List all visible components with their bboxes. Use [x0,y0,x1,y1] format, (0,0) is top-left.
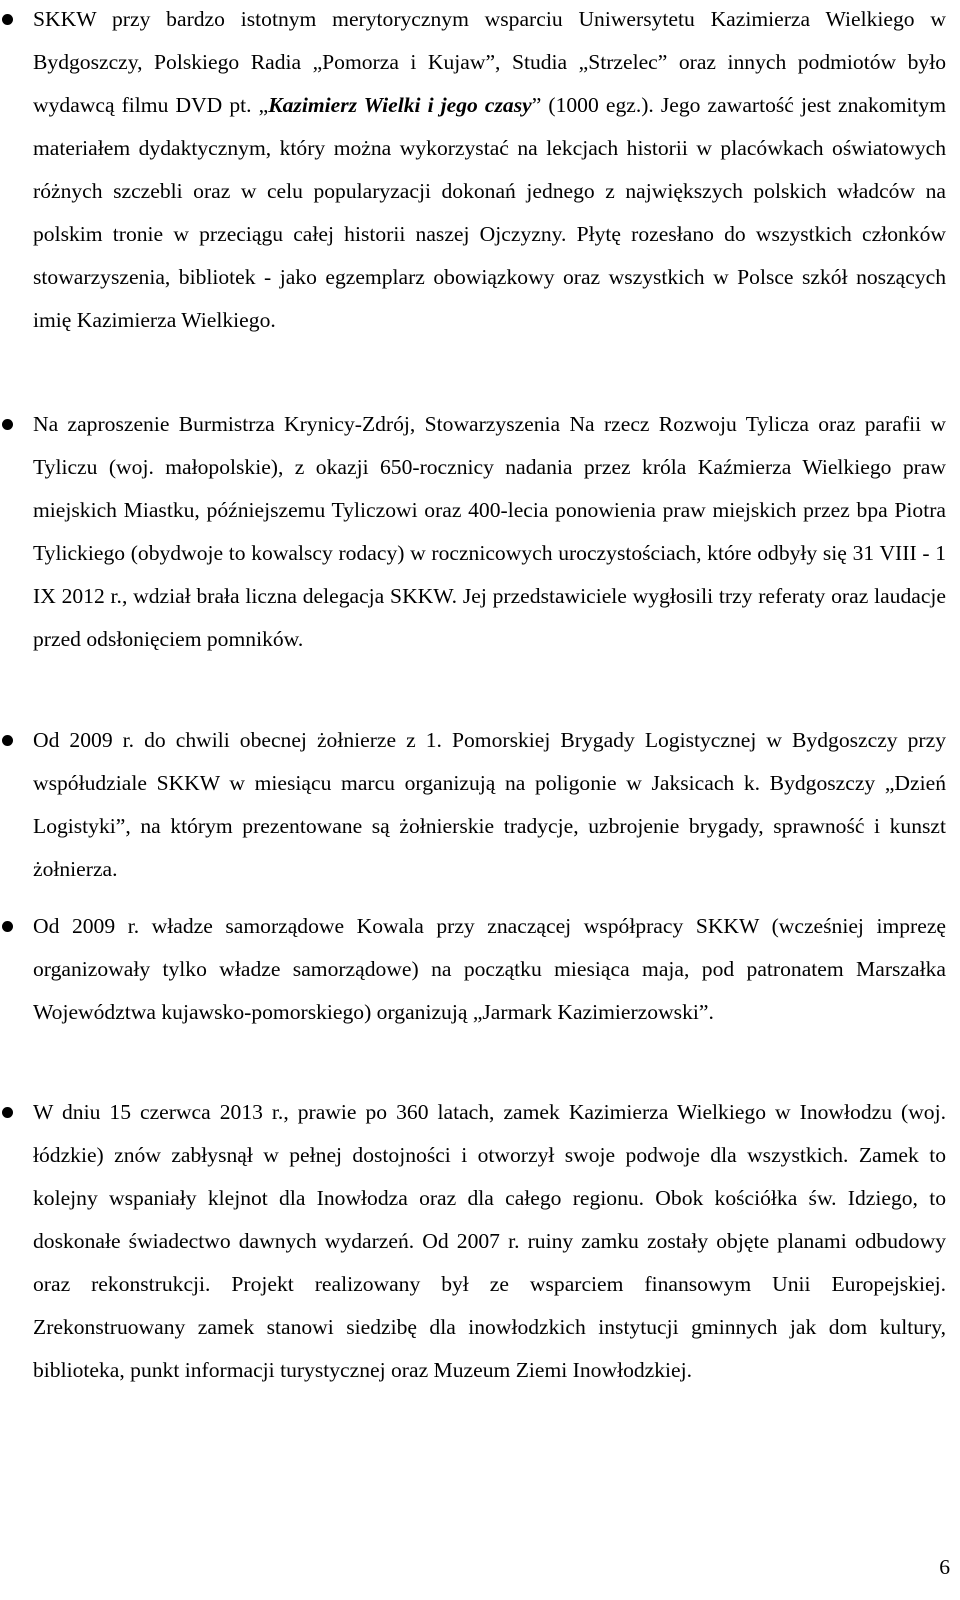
list-item [0,1091,960,1392]
film-title: Kazimierz Wielki i jego czasy [268,93,532,117]
list-item-text: Od 2009 r. do chwili obecnej żołnierze z 1. Pomorskiej Brygady Logistycznej w Bydgoszczy przy współudziale SKKW w miesiącu marcu organizują na poligonie w Jaksicach k. Bydgoszczy „Dzień Logistyki”, na którym prezentowane są żołnierskie tradycje, uzbrojenie brygady, sprawność i kunszt żołnierza. [33,728,946,881]
bullet-icon [2,735,13,746]
list-item-text: Na zaproszenie Burmistrza Krynicy-Zdrój, Stowarzyszenia Na rzecz Rozwoju Tylicza oraz parafii w Tyliczu (woj. małopolskie), z okazji 650-rocznicy nadania przez króla Kaźmierza Wielkiego praw miejskich Miastku, późniejszemu Tyliczowi oraz 400-lecia ponowienia praw miejskich przez bpa Piotra Tylickiego (obydwoje to kowalscy rodacy) w rocznicowych uroczystościach, które odbyły się 31 VIII - 1 IX 2012 r., wdział brała liczna delegacja SKKW. Jej przedstawiciele wygłosili trzy referaty oraz laudacje przed odsłonięciem pomników. [33,412,946,651]
list-item [0,403,960,661]
bullet-icon [2,419,13,430]
bullet-icon [2,1107,13,1118]
page-number: 6 [939,1555,950,1579]
bullet-icon [2,14,13,25]
list-item-text-suffix: ” (1000 egz.). Jego zawartość jest znakomitym materiałem dydaktycznym, który można wykorzystać na lekcjach historii w placówkach oświatowych różnych szczebli oraz w celu popularyzacji dokonań jednego z największych polskich władców na polskim tronie w przeciągu całej historii naszej Ojczyzny. Płytę rozesłano do wszystkich członków stowarzyszenia, bibliotek - jako egzemplarz obowiązkowy oraz wszystkich w Polsce szkół noszących imię Kazimierza Wielkiego. [33,93,946,332]
list-item-text-prefix: SKKW przy bardzo istotnym merytorycznym wsparciu Uniwersytetu Kazimierza Wielkiego w Bydgoszczy, Polskiego Radia „Pomorza i Kujaw”, Studia „Strzelec” oraz innych podmiotów było wydawcą filmu DVD pt. „ [33,7,946,117]
list-item-text: W dniu 15 czerwca 2013 r., prawie po 360 latach, zamek Kazimierza Wielkiego w Inowłodzu (woj. łódzkie) znów zabłysnął w pełnej dostojności i otworzył swoje podwoje dla wszystkich. Zamek to kolejny wspaniały klejnot dla Inowłodza oraz dla całego regionu. Obok kościółka św. Idziego, to doskonałe świadectwo dawnych wydarzeń. Od 2007 r. ruiny zamku zostały objęte planami odbudowy oraz rekonstrukcji. Projekt realizowany był ze wsparciem finansowym Unii Europejskiej. Zrekonstruowany zamek stanowi siedzibę dla inowłodzkich instytucji gminnych jak dom kultury, biblioteka, punkt informacji turystycznej oraz Muzeum Ziemi Inowłodzkiej. [33,1100,946,1382]
list-item [0,905,960,1034]
bullet-icon [2,921,13,932]
list-item [0,719,960,891]
list-item [0,0,960,342]
list-item-text [33,7,946,332]
list-item-text: Od 2009 r. władze samorządowe Kowala przy znaczącej współpracy SKKW (wcześniej imprezę organizowały tylko władze samorządowe) na początku miesiąca maja, pod patronatem Marszałka Województwa kujawsko-pomorskiego) organizują „Jarmark Kazimierzowski”. [33,914,946,1024]
